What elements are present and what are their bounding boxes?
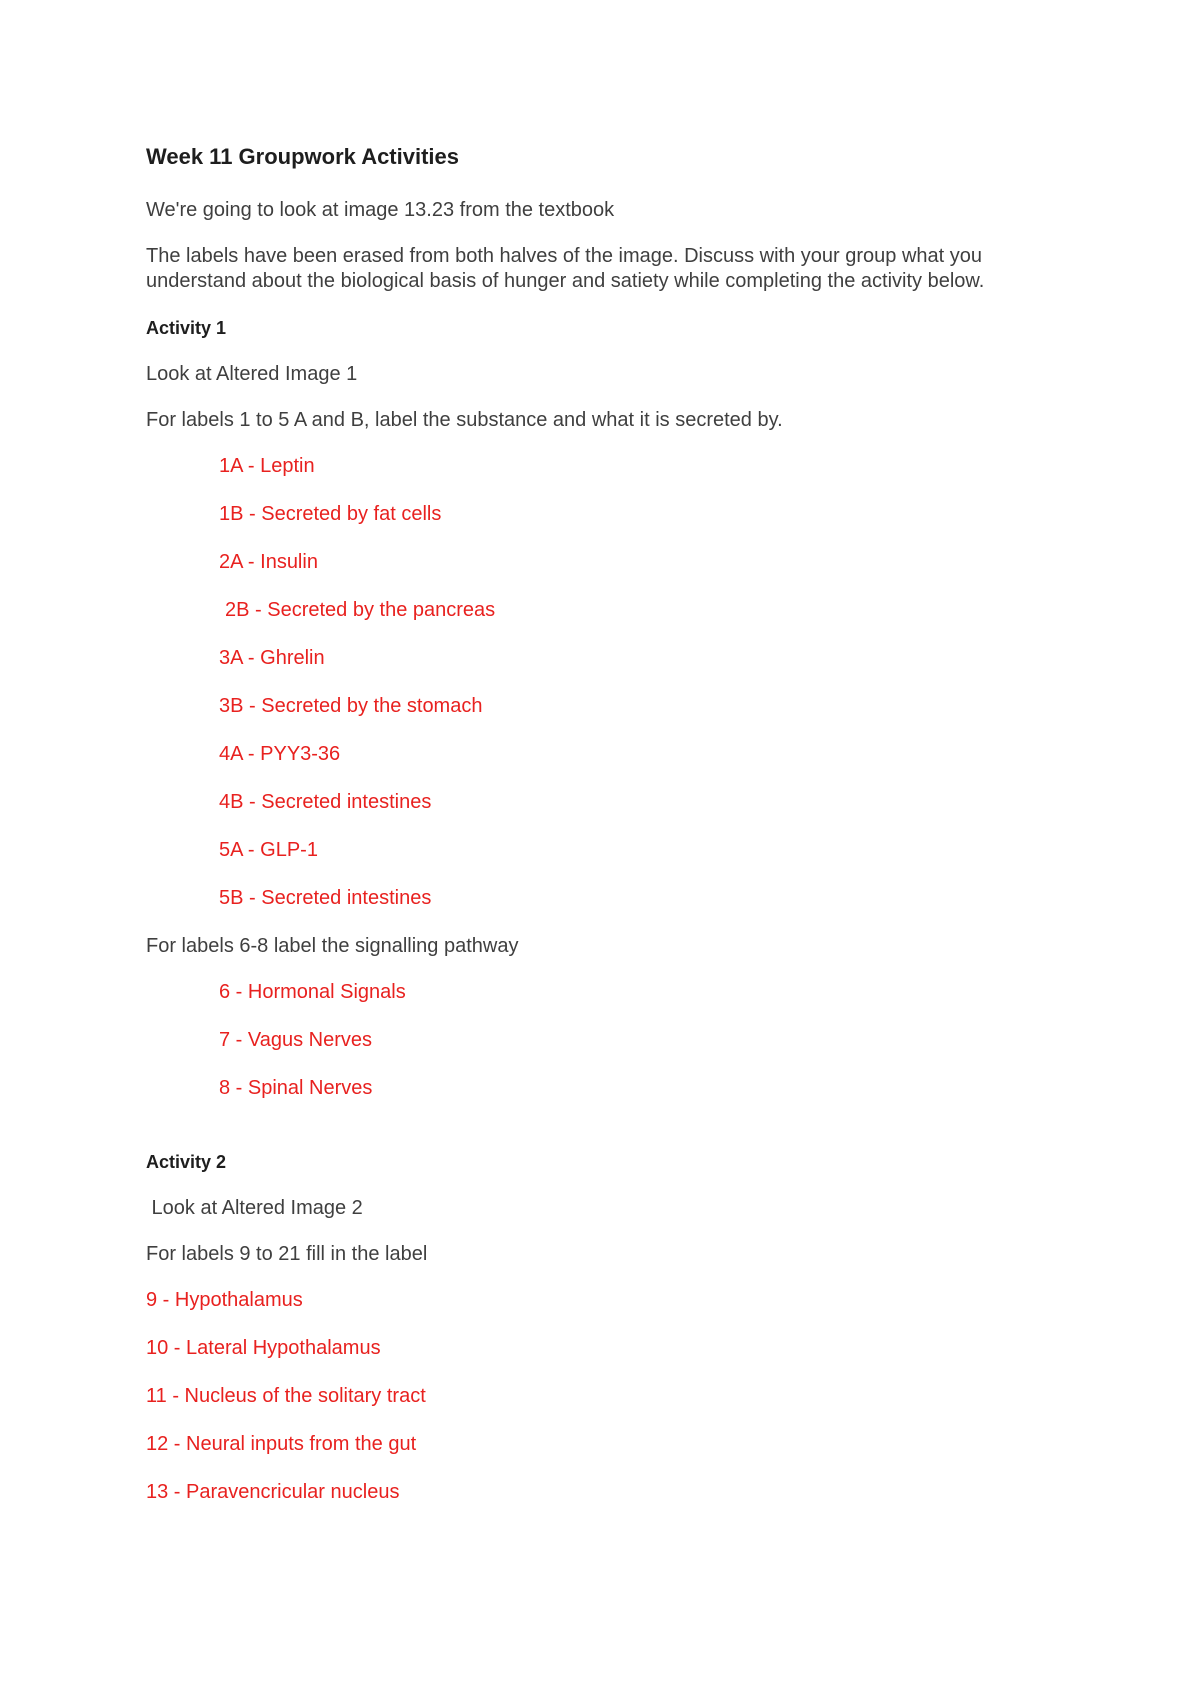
activity-2-prompt: For labels 9 to 21 fill in the label <box>146 1243 428 1265</box>
document-content <box>146 142 1076 1528</box>
answer-item: 5B - Secreted intestines <box>219 887 432 909</box>
answer-item: 9 - Hypothalamus <box>146 1289 303 1311</box>
answer-item: 3A - Ghrelin <box>219 647 325 669</box>
answer-item: 5A - GLP-1 <box>219 839 318 861</box>
answer-item: 1B - Secreted by fat cells <box>219 503 442 525</box>
page-title: Week 11 Groupwork Activities <box>146 144 460 169</box>
answer-item: 1A - Leptin <box>219 455 315 477</box>
activity-1-prompt-2: For labels 6-8 label the signalling pathway <box>146 935 519 957</box>
answer-item: 3B - Secreted by the stomach <box>219 695 483 717</box>
answer-item: 10 - Lateral Hypothalamus <box>146 1337 381 1359</box>
activity-1-answers-2 <box>146 980 1076 1100</box>
answer-item: 4B - Secreted intestines <box>219 791 432 813</box>
answer-item: 13 - Paravencricular nucleus <box>146 1481 400 1503</box>
description-paragraph: The labels have been erased from both halves of the image. Discuss with your group what you understand about the biological basis of hunger and satiety while completing the activity below. <box>146 245 985 292</box>
answer-item: 11 - Nucleus of the solitary tract <box>146 1385 426 1407</box>
answer-item: 12 - Neural inputs from the gut <box>146 1433 417 1455</box>
answer-item: 8 - Spinal Nerves <box>219 1077 373 1099</box>
activity-2-instruction: Look at Altered Image 2 <box>146 1197 363 1219</box>
answer-item: 6 - Hormonal Signals <box>219 981 406 1003</box>
answer-item: 4A - PYY3-36 <box>219 743 341 765</box>
activity-1-heading: Activity 1 <box>146 318 227 338</box>
activity-2-heading: Activity 2 <box>146 1152 227 1172</box>
activity-1-instruction: Look at Altered Image 1 <box>146 363 358 385</box>
activity-2-answers <box>146 1288 1076 1504</box>
answer-item: 2B - Secreted by the pancreas <box>225 599 496 621</box>
intro-paragraph: We're going to look at image 13.23 from the textbook <box>146 199 615 221</box>
answer-item: 7 - Vagus Nerves <box>219 1029 373 1051</box>
activity-1-prompt-1: For labels 1 to 5 A and B, label the substance and what it is secreted by. <box>146 409 783 431</box>
activity-1-answers-1 <box>146 454 1076 910</box>
answer-item: 2A - Insulin <box>219 551 318 573</box>
